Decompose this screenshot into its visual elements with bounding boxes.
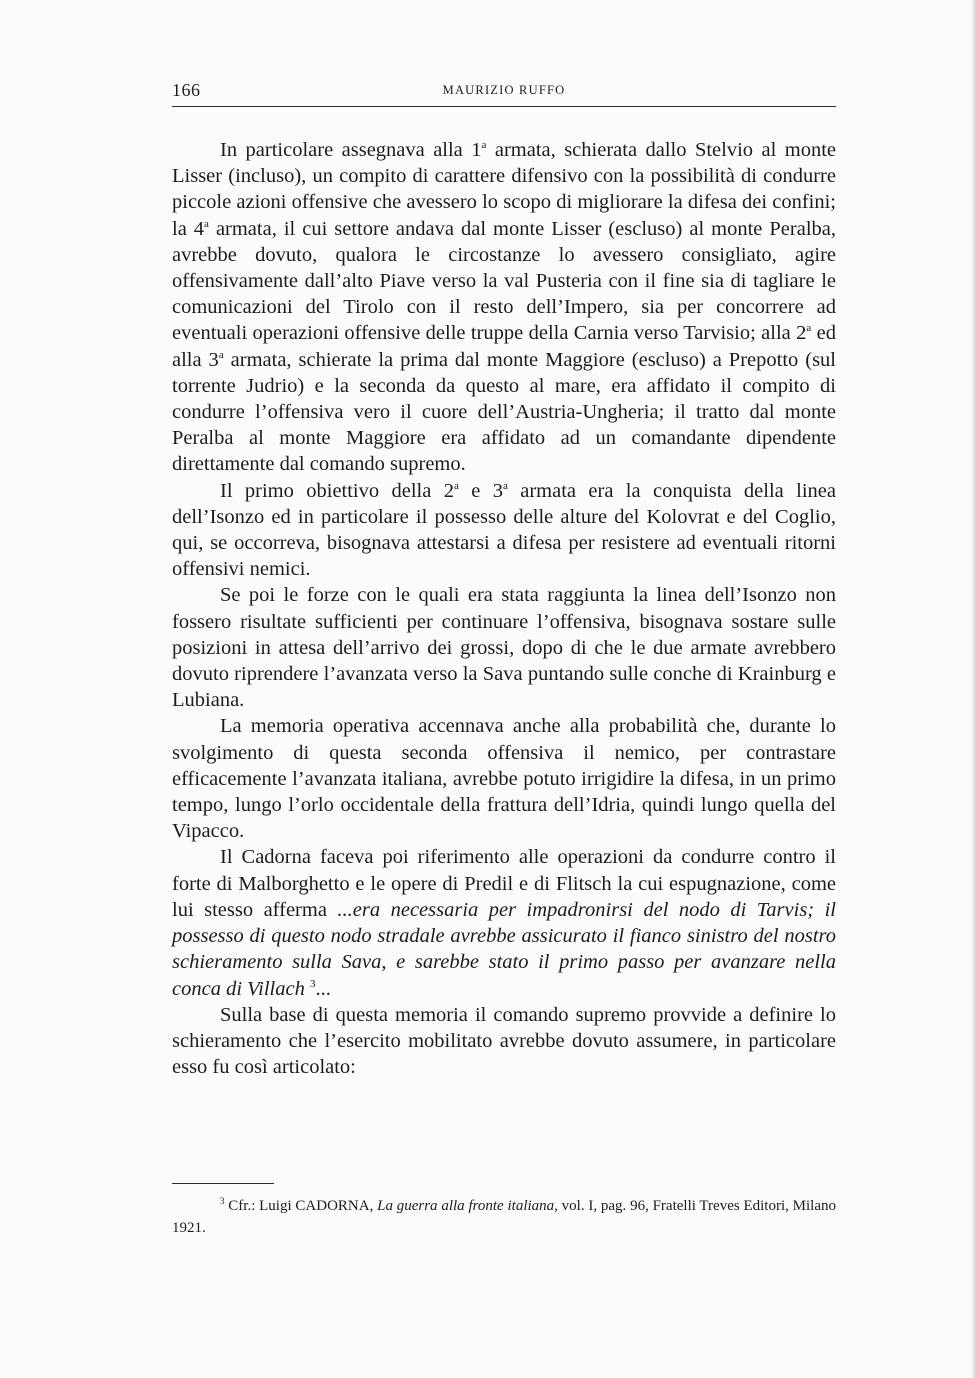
paragraph-1: In particolare assegnava alla 1$^a$ armata, schierata dallo Stelvio al monte Lisser (incluso), un compito di carattere difensivo con la possibilità di condurre piccole azioni offensive che avessero lo scopo di migliorare la difesa dei confini; la 4$^a$ armata, il cui settore andava dal monte Lisser (escluso) al monte Peralba, avrebbe dovuto, qualora le circostanze lo avessero consigliato, agire offensivamente dall’alto Piave verso la val Pusteria con il fine sia di tagliare le comunicazioni del Tirolo con il resto dell’Impero, sia per concorrere ad eventuali operazioni offensive delle truppe della Carnia verso Tarvisio; alla 2$^a$ ed alla 3$^a$ armata, schierate la prima dal monte Maggiore (escluso) a Prepotto (sul torrente Judrio) e la seconda da questo al mare, era affidato il compito di condurre l’offensiva vero il cuore dell’Austria-Ungheria; il tratto dal monte Peralba al monte Maggiore era affidato ad un comandante dipendente direttamente dal comando supremo. [172,139,836,476]
book-title: La guerra alla fronte italiana [377,1198,555,1214]
body-text [172,137,836,1080]
header-rule [172,106,836,107]
footnote-marker: 3 [220,1196,225,1206]
paragraph-2: Il primo obiettivo della 2$^a$ e 3$^a$ armata era la conquista della linea dell’Isonzo ed in particolare il possesso delle alture del Kolovrat e del Coglio, qui, se occorreva, bisognava attestarsi a difesa per resistere ad eventuali ritorni offensivi nemici. [172,479,836,581]
page-edge-shadow [971,0,977,1378]
page-number: 166 [172,80,201,100]
paragraph-4: La memoria operativa accennava anche alla probabilità che, durante lo svolgimento di questa seconda offensiva il nemico, per contrastare efficacemente l’avanzata italiana, avrebbe potuto irrigidire la difesa, in un primo tempo, lungo l’orlo occidentale della frattura dell’Idria, quindi lungo quella del Vipacco. [172,715,836,843]
paragraph-3: Se poi le forze con le quali era stata raggiunta la linea dell’Isonzo non fossero risultate sufficienti per continuare l’offensiva, bisognava sostare sulle posizioni in attesa dell’arrivo dei grossi, dopo di che le due armate avrebbero dovuto riprendere l’avanzata verso la Sava puntando sulle conche di Krainburg e Lubiana. [172,584,836,712]
footnote: $^3$ Cfr.: Luigi CADORNA, La guerra alla fronte italiana, vol. I, pag. 96, Fratelli Treves Editori, Milano 1921. [172,1196,836,1236]
running-head: MAURIZIO RUFFO [442,83,566,97]
quotation: ...era necessaria per impadronirsi del nodo di Tarvis; il possesso di questo nodo stradale avrebbe assicurato il fianco sinistro del nostro schieramento sulla Sava, e sarebbe stato il primo passo per avanzare nella conca di Villach [172,898,836,1000]
page-header [172,80,836,106]
paragraph-6: Sulla base di questa memoria il comando supremo provvide a definire lo schieramento che l’esercito mobilitato avrebbe dovuto assumere, in particolare esso fu così articolato: [172,1003,836,1079]
footnote-reference: 3 [309,977,316,990]
paragraph-5: Il Cadorna faceva poi riferimento alle operazioni da condurre contro il forte di Malborghetto e le opere di Predil e di Flitsch la cui espugnazione, come lui stesso afferma ...era necessaria per impadronirsi del nodo di Tarvis; il possesso di questo nodo stradale avrebbe assicurato il fianco sinistro del nostro schieramento sulla Sava, e sarebbe stato il primo passo per avanzare nella conca di Villach $^3$... [172,846,836,1000]
footnote-rule [172,1183,274,1184]
